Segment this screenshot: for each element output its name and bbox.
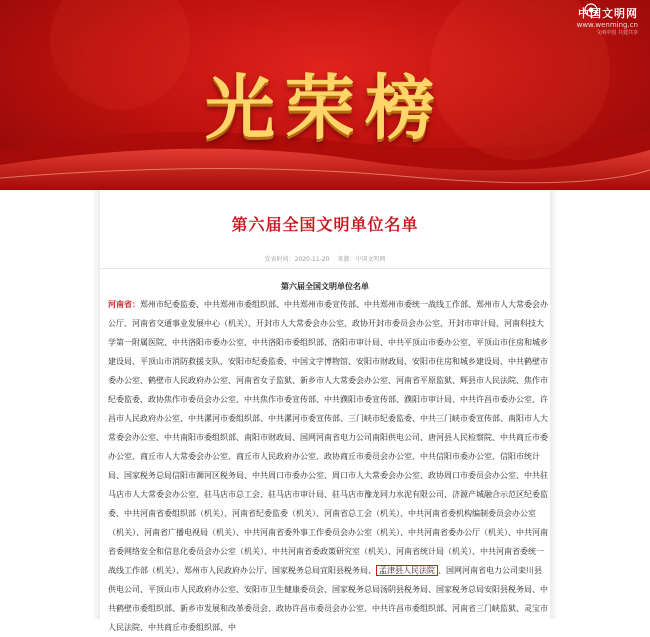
unit-list-part-1: 郑州市纪委监委、中共郑州市委组织部、中共郑州市委宣传部、中共郑州市委统一战线工作部、郑州市人大常委会办公厅、河南省交通事业发展中心（机关）、开封市人大常委会办公室、政协开封市委员会办公室、开封市审计局、河南科技大学第一附属医院、中共洛阳市委办公室、中共洛阳市委组织部、洛阳市审计局、中共平顶山市委办公室、平顶山市住房和城乡建设局、平顶山市消防救援支队、安阳市纪委监委、中国文字博物馆、安阳市财政局、安阳市住房和城乡建设局、中共鹤壁市委办公室、鹤壁市人民政府办公室、河南省女子监狱、新乡市人大常委会办公室、河南省平原监狱、辉县市人民法院、焦作市纪委监委、政协焦作市委员会办公室、中共焦作市委宣传部、中共濮阳市委宣传部、濮阳市审计局、中共许昌市委办公室、许昌市人民政府办公室、中共漯河市委组织部、中共漯河市委宣传部、三门峡市纪委监委、中共三门峡市委宣传部、南阳市人大常委会办公室、中共南阳市委组织部、南阳市财政局、国网河南省电力公司南阳供电公司、唐河县人民检察院、中共商丘市委办公室、商丘市人大常委会办公室、商丘市人民政府办公室、政协商丘市委员会办公室、中共信阳市委办公室、信阳市统计局、国家税务总局信阳市浉河区税务局、中共周口市委办公室、周口市人大常委会办公室、政协周口市委员会办公室、中共驻马店市人大常委会办公室、驻马店市总工会、驻马店市审计局、驻马店市豫龙同力水泥有限公司、济源产城融合示范区纪委监委、中共河南省委组织部（机关）、河南省纪委监委（机关）、河南省总工会（机关）、中共河南省委机构编制委员会办公室（机关）、河南省广播电视局（机关）、中共河南省委外事工作委员会办公室（机关）、中共河南省委办公厅（机关）、中共河南省委网络安全和信息化委员会办公室（机关）、中共河南省委政策研究室（机关）、河南省统计局（机关）、中共河南省委统一战线工作部（机关）、郑州市人民政府办公厅、国家税务总局宜阳县税务局、 <box>108 300 548 575</box>
article-panel <box>100 190 550 632</box>
unit-list-part-2: 、国网河南省电力公司栾川县供电公司、平顶山市人民政府办公室、安阳市卫生健康委员会、国家税务总局汤阴县税务局、国家税务总局安阳县税务局、中共鹤壁市委组织部、新乡市发展和改革委员会、政协许昌市委员会办公室、中共许昌市委组织部、河南省三门峡监狱、灵宝市人民法院、中共商丘市委组织部、中 <box>108 566 548 632</box>
honor-banner <box>0 0 650 190</box>
content-shadow-left <box>92 190 100 619</box>
province-label: 河南省： <box>108 300 140 309</box>
article-meta <box>100 254 550 263</box>
site-logo[interactable] <box>577 5 638 36</box>
divider <box>100 268 550 269</box>
content-shadow-right <box>550 190 558 619</box>
publish-date: 发表时间：2020-11-20 <box>264 256 330 263</box>
article-title: 第六届全国文明单位名单 <box>231 215 419 234</box>
logo-slogan: 文明中国 共建共享 <box>596 30 638 36</box>
logo-url: www.wenming.cn <box>576 21 638 29</box>
banner-title: 光荣榜 <box>205 66 445 149</box>
article-body <box>108 295 548 637</box>
article-subheading: 第六届全国文明单位名单 <box>281 282 369 291</box>
article-source: 来源：中国文明网 <box>337 256 386 263</box>
highlighted-unit: 孟津县人民法院 <box>376 565 438 576</box>
logo-name: 中国文明网 <box>578 7 638 20</box>
